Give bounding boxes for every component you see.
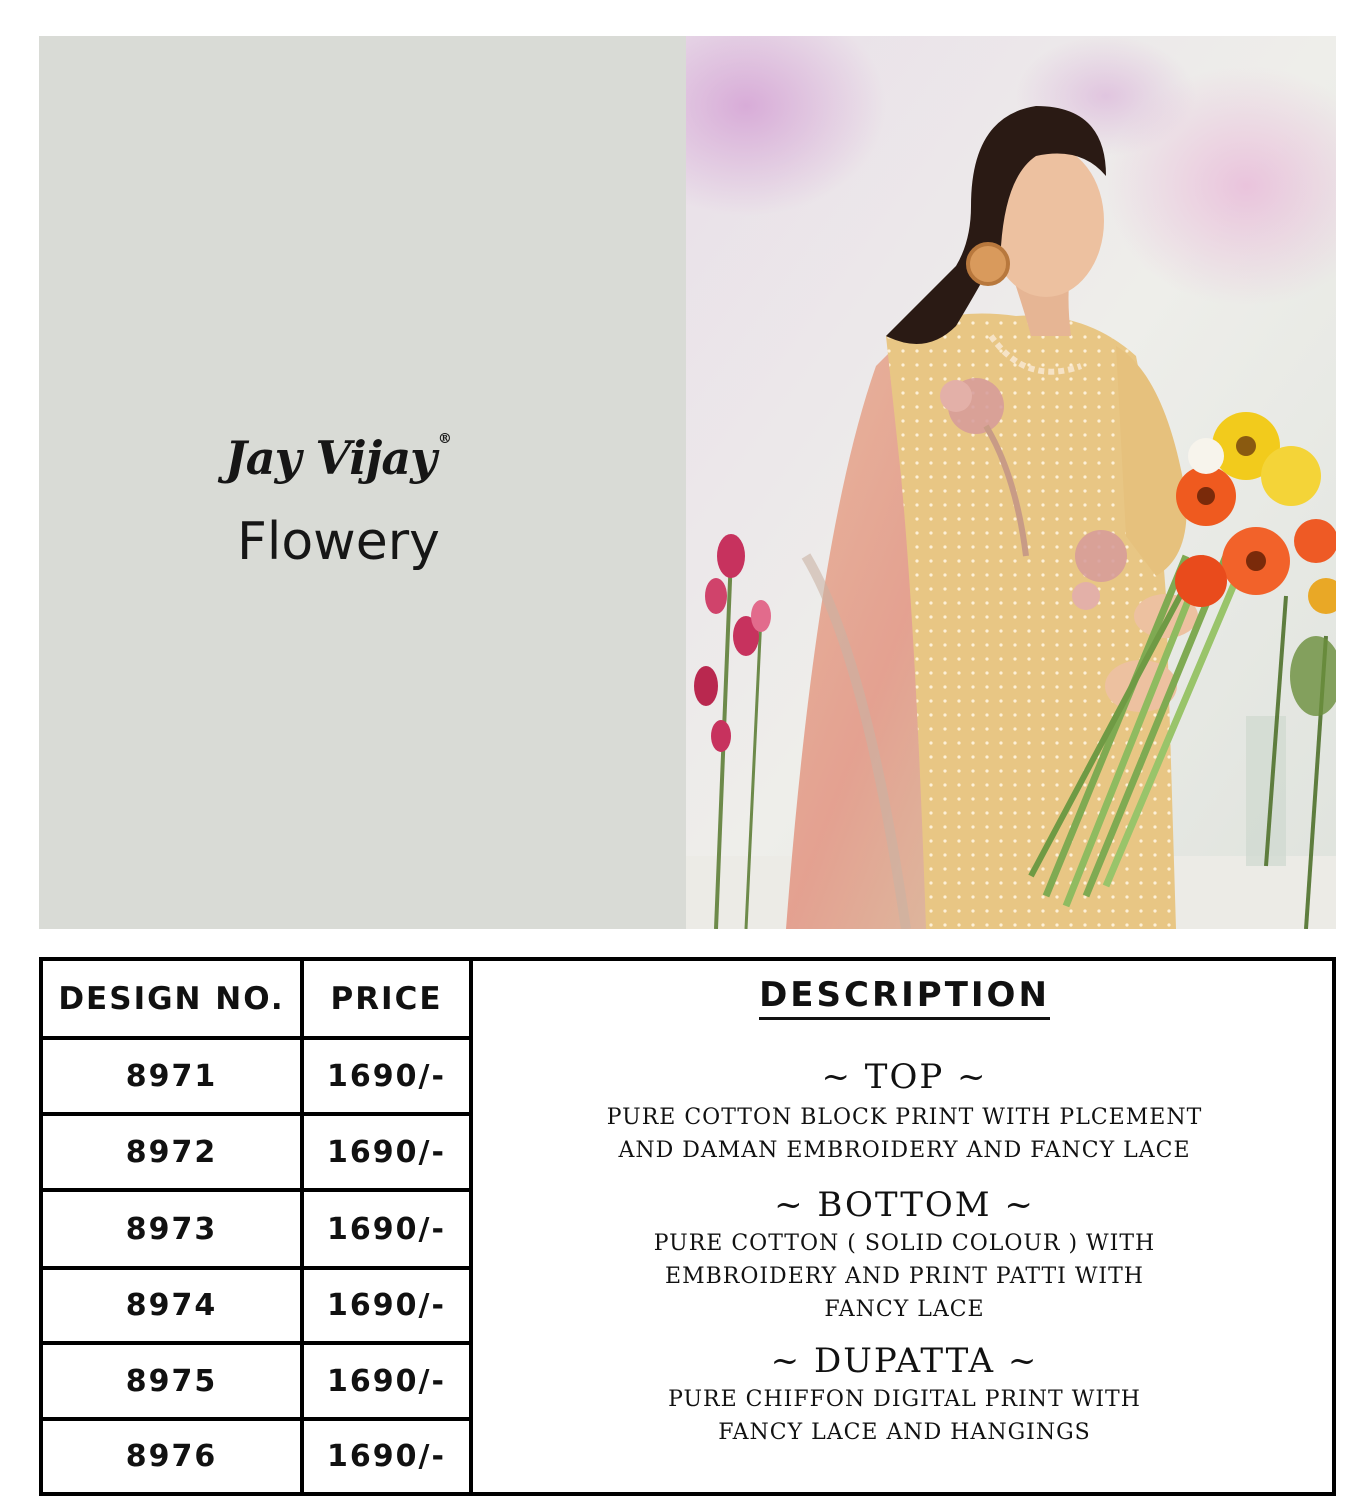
design-no-cell: 8973 [125,1211,218,1247]
description-title [477,975,1332,1015]
design-no-cell: 8976 [125,1439,218,1474]
brand-panel [39,36,686,929]
price-cell: 1690/- [327,1288,446,1323]
header-design-no: DESIGN NO. [58,980,285,1017]
price-cell: 1690/- [327,1058,446,1094]
brand-logo-text: Jay Vijay [225,431,436,485]
price-cell: 1690/- [327,1439,446,1474]
design-no-cell: 8975 [125,1363,218,1399]
brand-logo [225,431,451,485]
description-title-text: DESCRIPTION [759,975,1050,1020]
model-photo-illustration [686,36,1336,929]
top-heading: ~ TOP ~ [821,1057,988,1097]
product-photo [686,36,1336,929]
registered-mark: ® [437,431,451,447]
bottom-description: PURE COTTON ( SOLID COLOUR ) WITH EMBROIDERY AND PRINT PATTI WITH FANCY LACE [653,1231,1156,1322]
column-divider [469,961,473,1492]
description-column [477,961,1332,1492]
top-description: PURE COTTON BLOCK PRINT WITH PLCEMENT AND DAMAN EMBROIDERY AND FANCY LACE [606,1105,1203,1163]
bottom-heading: ~ BOTTOM ~ [774,1185,1035,1225]
header-price: PRICE [330,980,443,1017]
collection-name: Flowery [237,512,440,572]
design-no-cell: 8972 [125,1134,218,1170]
dupatta-heading: ~ DUPATTA ~ [770,1341,1039,1381]
price-cell: 1690/- [327,1211,446,1247]
price-cell: 1690/- [327,1134,446,1170]
design-no-cell: 8971 [125,1058,218,1094]
price-cell: 1690/- [327,1363,446,1399]
dupatta-description: PURE CHIFFON DIGITAL PRINT WITH FANCY LACE AND HANGINGS [668,1387,1141,1445]
design-no-cell: 8974 [125,1288,218,1323]
specification-table [39,957,1336,1496]
